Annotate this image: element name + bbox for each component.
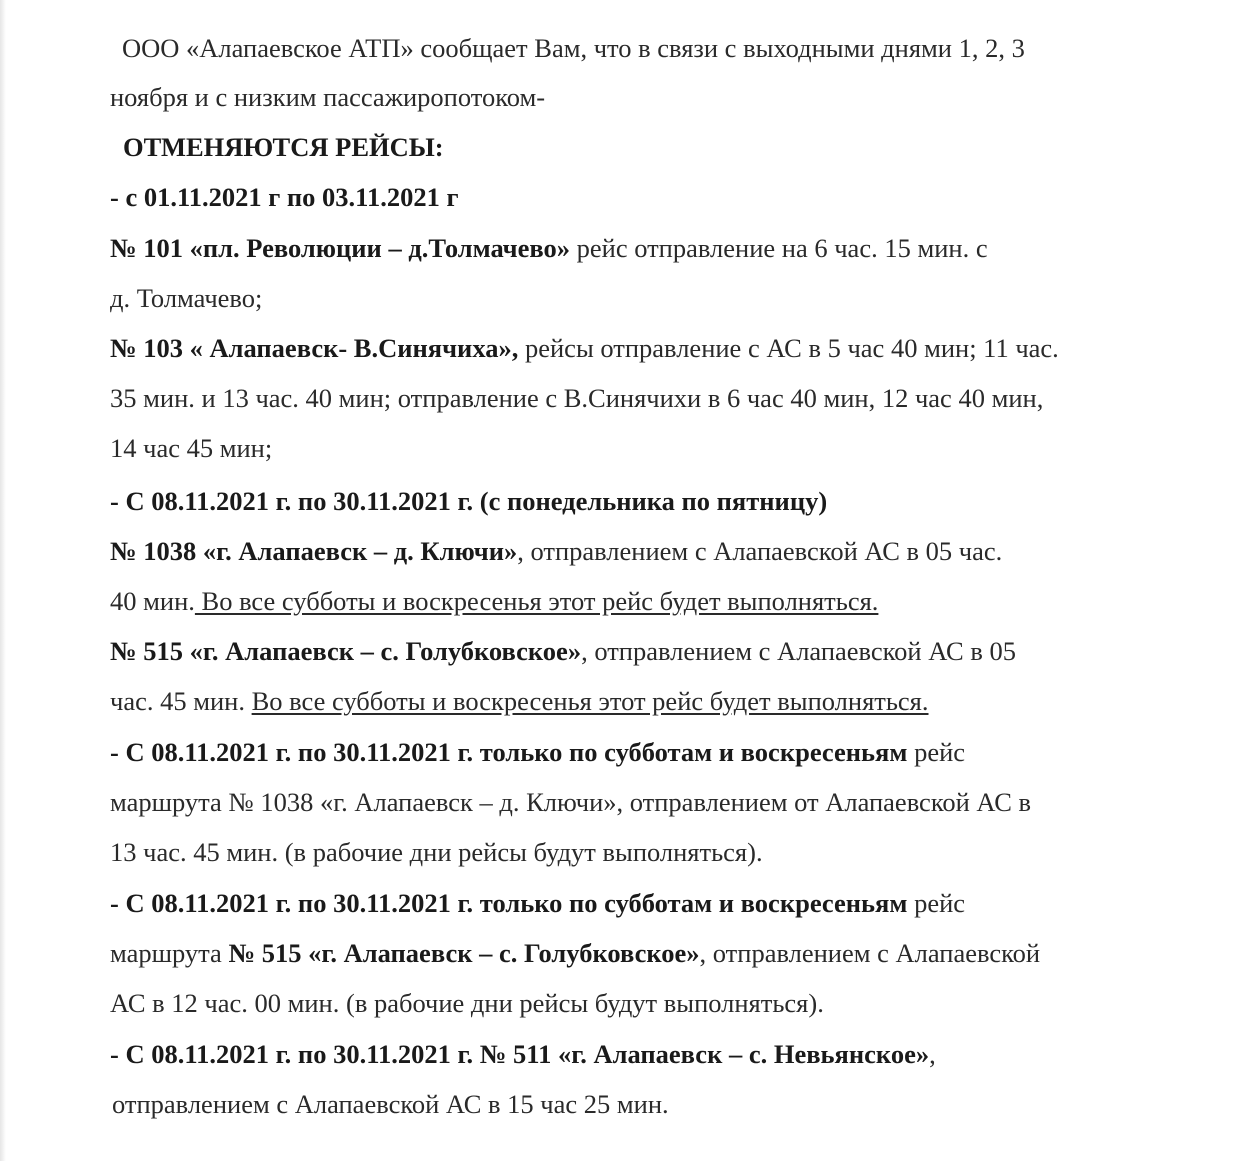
period-3-text-3: 13 час. 45 мин. (в рабочие дни рейсы будут выполняться).: [110, 837, 763, 867]
intro-line-1: [122, 31, 1025, 65]
period-5-text-2: отправлением с Алапаевской АС в 15 час 25 мин.: [112, 1089, 669, 1119]
intro-text-1: ООО «Алапаевское АТП» сообщает Вам, что в связи с выходными днями 1, 2, 3: [122, 33, 1025, 63]
route-515-name: № 515 «г. Алапаевск – с. Голубковское»: [110, 636, 582, 666]
period-4-text-2b: , отправлением с Алапаевской: [699, 938, 1041, 968]
period-3-text-2: маршрута № 1038 «г. Алапаевск – д. Ключи», отправлением от Алапаевской АС в: [110, 787, 1032, 817]
period-4-text-2a: маршрута: [110, 938, 229, 968]
route-1038-name: № 1038 «г. Алапаевск – д. Ключи»: [110, 536, 518, 566]
route-101-line-2: [110, 281, 262, 315]
period-1-title-text: - с 01.11.2021 г по 03.11.2021 г: [110, 182, 459, 212]
route-103-line-3: [110, 431, 272, 465]
cancel-heading-text: ОТМЕНЯЮТСЯ РЕЙСЫ:: [123, 132, 444, 162]
period-1-title: [110, 180, 459, 214]
route-1038-line-2: [110, 584, 878, 618]
period-4-text: рейс: [907, 888, 966, 918]
route-103-desc-2: 35 мин. и 13 час. 40 мин; отправление с В.Синячихи в 6 час 40 мин, 12 час 40 мин,: [110, 383, 1044, 413]
period-4-line-2: [110, 936, 1040, 970]
period-4-route-name: № 515 «г. Алапаевск – с. Голубковское»: [228, 938, 700, 968]
period-3-line-1: [110, 735, 965, 769]
period-4-line-3: [110, 986, 824, 1020]
period-3-text: рейс: [907, 737, 966, 767]
period-5-line-1: [110, 1037, 936, 1071]
route-103-desc: рейсы отправление с АС в 5 час 40 мин; 11 час.: [518, 333, 1059, 363]
route-101-line-1: [110, 231, 988, 265]
route-103-desc-3: 14 час 45 мин;: [110, 433, 273, 463]
route-515-weekend-note: Во все субботы и воскресенья этот рейс будет выполняться.: [251, 686, 929, 716]
route-1038-line-1: [110, 534, 1002, 568]
route-101-name: № 101 «пл. Революции – д.Толмачево»: [110, 233, 570, 263]
cancel-heading: [123, 130, 444, 164]
route-515-desc-2: час. 45 мин.: [110, 686, 252, 716]
route-1038-desc: , отправлением с Алапаевской АС в 05 час.: [517, 536, 1003, 566]
route-103-line-2: [110, 381, 1043, 415]
period-2-title: [110, 484, 827, 518]
period-3-title: - С 08.11.2021 г. по 30.11.2021 г. только по субботам и воскресеньям: [110, 737, 908, 767]
intro-text-2: ноября и с низким пассажиропотоком-: [110, 82, 546, 112]
route-101-desc-2: д. Толмачево;: [110, 283, 263, 313]
period-4-line-1: [110, 886, 965, 920]
route-103-name: № 103 « Алапаевск- В.Синячиха»,: [110, 333, 519, 363]
route-1038-weekend-note: Во все субботы и воскресенья этот рейс будет выполняться.: [194, 586, 879, 616]
period-3-line-3: [110, 835, 763, 869]
period-5-title: - С 08.11.2021 г. по 30.11.2021 г. № 511 «г. Алапаевск – с. Невьянское»: [110, 1039, 930, 1069]
route-515-desc: , отправлением с Алапаевской АС в 05: [581, 636, 1016, 666]
route-515-line-2: [110, 684, 929, 718]
period-4-text-3: АС в 12 час. 00 мин. (в рабочие дни рейсы будут выполняться).: [110, 988, 824, 1018]
route-103-line-1: [110, 331, 1059, 365]
route-1038-desc-2: 40 мин.: [110, 586, 195, 616]
period-5-text: ,: [929, 1039, 936, 1069]
route-515-line-1: [110, 634, 1016, 668]
scan-edge: [0, 0, 6, 1161]
period-5-line-2: [112, 1087, 669, 1121]
period-2-title-text: - С 08.11.2021 г. по 30.11.2021 г. (с понедельника по пятницу): [110, 486, 828, 516]
period-3-line-2: [110, 785, 1031, 819]
intro-line-2: [110, 80, 545, 114]
route-101-desc: рейс отправление на 6 час. 15 мин. с: [570, 233, 988, 263]
period-4-title: - С 08.11.2021 г. по 30.11.2021 г. только по субботам и воскресеньям: [110, 888, 908, 918]
